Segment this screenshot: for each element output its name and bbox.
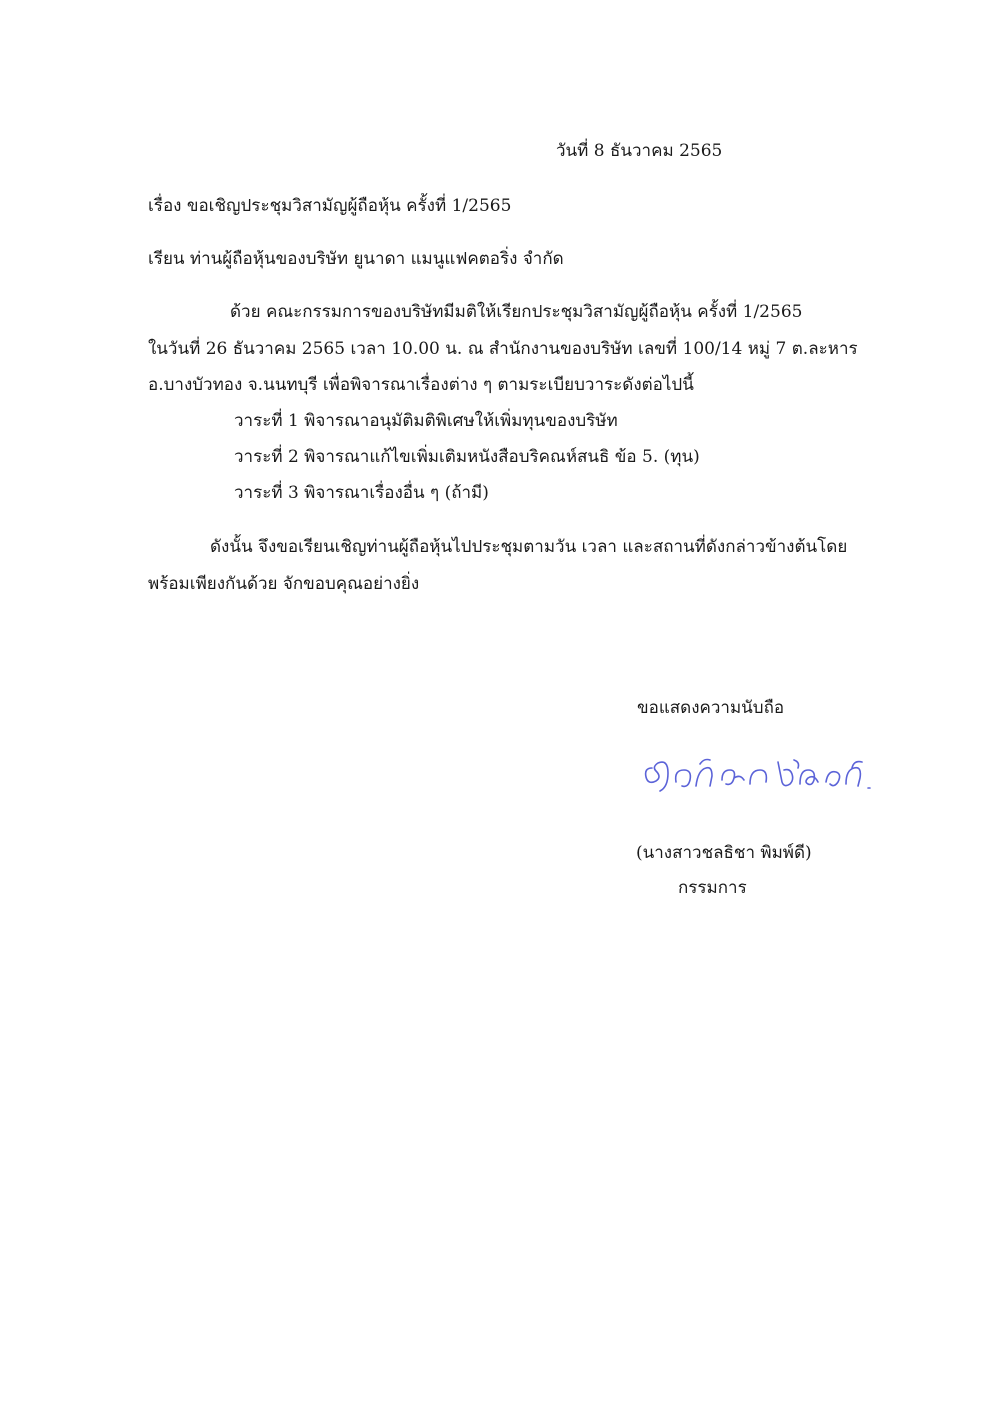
closing-line-2: พร้อมเพียงกันด้วย จักขอบคุณอย่างยิ่ง [148,574,420,594]
agenda-item-1: วาระที่ 1 พิจารณาอนุมัติมติพิเศษให้เพิ่มทุนของบริษัท [234,411,618,431]
signer-title: กรรมการ [678,878,747,898]
handwritten-signature [640,748,880,808]
agenda-item-2: วาระที่ 2 พิจารณาแก้ไขเพิ่มเติมหนังสือบริคณห์สนธิ ข้อ 5. (ทุน) [234,447,700,467]
letter-salutation: เรียน ท่านผู้ถือหุ้นของบริษัท ยูนาดา แมนูแฟคตอริ่ง จำกัด [148,249,564,269]
body-line-3: อ.บางบัวทอง จ.นนทบุรี เพื่อพิจารณาเรื่องต่าง ๆ ตามระเบียบวาระดังต่อไปนี้ [148,375,694,395]
letter-regards: ขอแสดงความนับถือ [637,698,785,718]
letter-subject: เรื่อง ขอเชิญประชุมวิสามัญผู้ถือหุ้น ครั้งที่ 1/2565 [148,196,512,216]
letter-date: วันที่ 8 ธันวาคม 2565 [556,141,723,161]
body-line-1: ด้วย คณะกรรมการของบริษัทมีมติให้เรียกประชุมวิสามัญผู้ถือหุ้น ครั้งที่ 1/2565 [230,302,803,322]
signer-name: (นางสาวชลธิชา พิมพ์ดี) [636,843,812,863]
body-line-2: ในวันที่ 26 ธันวาคม 2565 เวลา 10.00 น. ณ สำนักงานของบริษัท เลขที่ 100/14 หมู่ 7 ต.ละหาร [148,339,858,359]
agenda-item-3: วาระที่ 3 พิจารณาเรื่องอื่น ๆ (ถ้ามี) [234,483,489,503]
closing-line-1: ดังนั้น จึงขอเรียนเชิญท่านผู้ถือหุ้นไปประชุมตามวัน เวลา และสถานที่ดังกล่าวข้างต้นโดย [210,537,848,557]
